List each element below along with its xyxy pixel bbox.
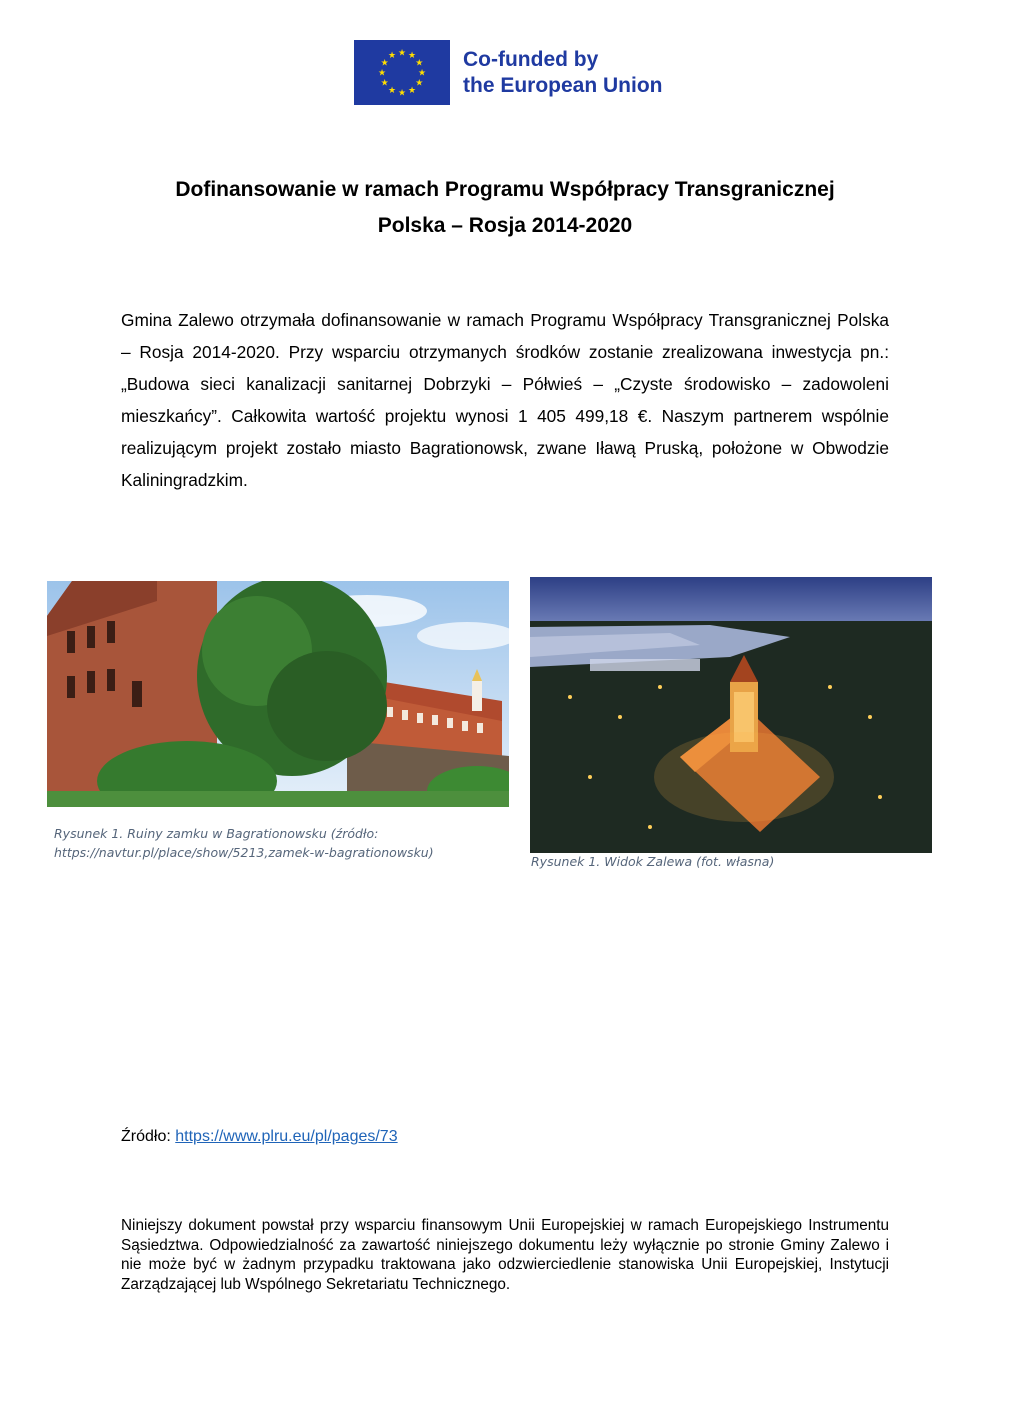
- source-label: Źródło:: [121, 1128, 171, 1145]
- body-paragraph: Gmina Zalewo otrzymała dofinansowanie w ramach Programu Współpracy Transgranicznej Polska – Rosja 2014-2020. Przy wsparciu otrzymanych środków zostanie zrealizowana inwestycja pn.: „Budowa sieci kanalizacji sanitarnej Dobrzyki – Półwieś – „Czyste środowisko – zadowoleni mieszkańcy”. Całkowita wartość projektu wynosi 1 405 499,18 €. Naszym partnerem wspólnie realizującym projekt zostało miasto Bagrationowsk, zwane Iławą Pruską, położone w Obwodzie Kaliningradzkim.: [121, 310, 889, 490]
- flag-star-icon: ★: [387, 50, 397, 61]
- zalewo-night-view-photo: [530, 577, 932, 853]
- flag-star-icon: ★: [380, 77, 389, 88]
- title-line-2: Polska – Rosja 2014-2020: [377, 214, 633, 237]
- source-line: [121, 1128, 398, 1146]
- figure-1-caption: [54, 824, 504, 862]
- figure-1-caption-line-1: Rysunek 1. Ruiny zamku w Bagrationowsku (źródło:: [54, 826, 379, 841]
- eu-cofunded-logo: [354, 40, 663, 105]
- flag-star-icon: ★: [415, 57, 424, 68]
- logo-line-2: the European Union: [463, 73, 663, 97]
- flag-star-icon: ★: [397, 87, 407, 98]
- flag-star-icon: ★: [377, 67, 387, 78]
- flag-star-icon: ★: [415, 77, 424, 88]
- disclaimer-footer: Niniejszy dokument powstał przy wsparciu finansowym Unii Europejskiej w ramach Europejskiego Instrumentu Sąsiedztwa. Odpowiedzialność za zawartość niniejszego dokumentu leży wyłącznie po stronie Gminy Zalewo i nie może być w żadnym przypadku traktowana jako odzwierciedlenie stanowiska Unii Europejskiej, Instytucji Zarządzającej lub Wspólnego Sekretariatu Technicznego.: [121, 1217, 889, 1293]
- flag-star-icon: ★: [407, 84, 417, 95]
- figure-1-caption-line-2: https://navtur.pl/place/show/5213,zamek-w-bagrationowsku): [54, 845, 434, 860]
- flag-star-icon: ★: [387, 84, 397, 95]
- title-line-1: Dofinansowanie w ramach Programu Współpracy Transgranicznej: [175, 178, 835, 201]
- eu-flag-icon: [354, 40, 450, 105]
- flag-star-icon: ★: [380, 57, 389, 68]
- flag-star-icon: ★: [397, 47, 407, 58]
- logo-line-1: Co-funded by: [463, 47, 599, 71]
- document-title: [100, 172, 910, 244]
- flag-star-icon: ★: [417, 67, 427, 78]
- castle-ruins-photo: [47, 581, 509, 807]
- source-link[interactable]: https://www.plru.eu/pl/pages/73: [175, 1128, 398, 1145]
- flag-star-icon: ★: [407, 50, 417, 61]
- logo-text: [463, 47, 663, 99]
- figure-2-caption: Rysunek 1. Widok Zalewa (fot. własna): [531, 854, 775, 869]
